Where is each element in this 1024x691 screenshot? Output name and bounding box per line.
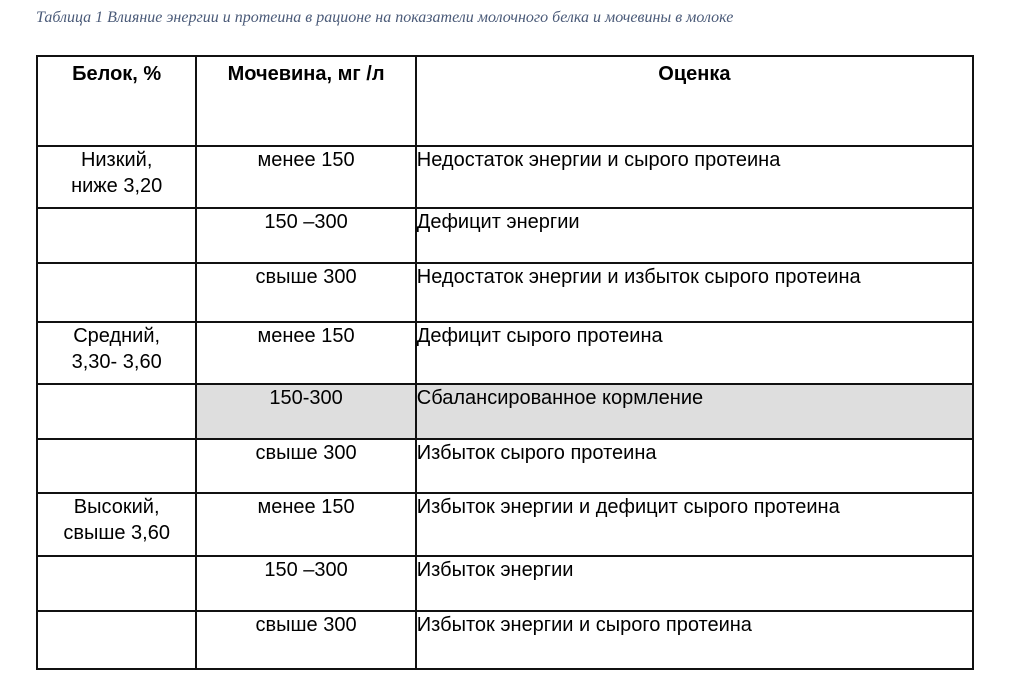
- protein-cell: [37, 611, 196, 669]
- protein-cell: [37, 439, 196, 493]
- protein-cell: [37, 384, 196, 439]
- protein-level: Высокий,: [73, 496, 160, 518]
- protein-level: Низкий,: [80, 149, 153, 171]
- protein-cell: [37, 322, 196, 384]
- protein-level: Средний,: [73, 325, 161, 347]
- urea-cell: менее 150: [196, 322, 415, 384]
- table-header-row: [37, 56, 973, 146]
- table-row-highlighted: [37, 384, 973, 439]
- table-caption: Таблица 1 Влияние энергии и протеина в рационе на показатели молочного белка и мочевины в молоке: [36, 9, 734, 26]
- table-row: [37, 611, 973, 669]
- evaluation-cell: Недостаток энергии и избыток сырого протеина: [416, 263, 973, 322]
- header-evaluation: Оценка: [416, 56, 973, 146]
- table-row: [37, 146, 973, 208]
- protein-range: свыше 3,60: [63, 522, 170, 544]
- table-row: [37, 263, 973, 322]
- protein-urea-table: [36, 55, 974, 670]
- table-row: [37, 208, 973, 263]
- protein-cell: [37, 263, 196, 322]
- protein-range: 3,30- 3,60: [71, 351, 162, 373]
- urea-cell: менее 150: [196, 146, 415, 208]
- evaluation-cell: Недостаток энергии и сырого протеина: [416, 146, 973, 208]
- table-row: [37, 322, 973, 384]
- table-row: [37, 556, 973, 611]
- urea-cell: свыше 300: [196, 611, 415, 669]
- urea-cell: 150 –300: [196, 208, 415, 263]
- evaluation-cell: Избыток энергии и сырого протеина: [416, 611, 973, 669]
- table-row: [37, 493, 973, 556]
- evaluation-cell: Избыток сырого протеина: [416, 439, 973, 493]
- header-urea: Мочевина, мг /л: [196, 56, 415, 146]
- protein-cell: [37, 208, 196, 263]
- protein-cell: [37, 493, 196, 556]
- urea-cell: 150 –300: [196, 556, 415, 611]
- header-protein: Белок, %: [37, 56, 196, 146]
- urea-cell: 150-300: [196, 384, 415, 439]
- evaluation-cell: Избыток энергии: [416, 556, 973, 611]
- evaluation-cell: Дефицит энергии: [416, 208, 973, 263]
- table-row: [37, 439, 973, 493]
- evaluation-cell: Избыток энергии и дефицит сырого протеина: [416, 493, 973, 556]
- evaluation-cell: Дефицит сырого протеина: [416, 322, 973, 384]
- evaluation-cell: Сбалансированное кормление: [416, 384, 973, 439]
- urea-cell: менее 150: [196, 493, 415, 556]
- urea-cell: свыше 300: [196, 439, 415, 493]
- protein-cell: [37, 556, 196, 611]
- protein-range: ниже 3,20: [71, 175, 163, 197]
- protein-cell: [37, 146, 196, 208]
- urea-cell: свыше 300: [196, 263, 415, 322]
